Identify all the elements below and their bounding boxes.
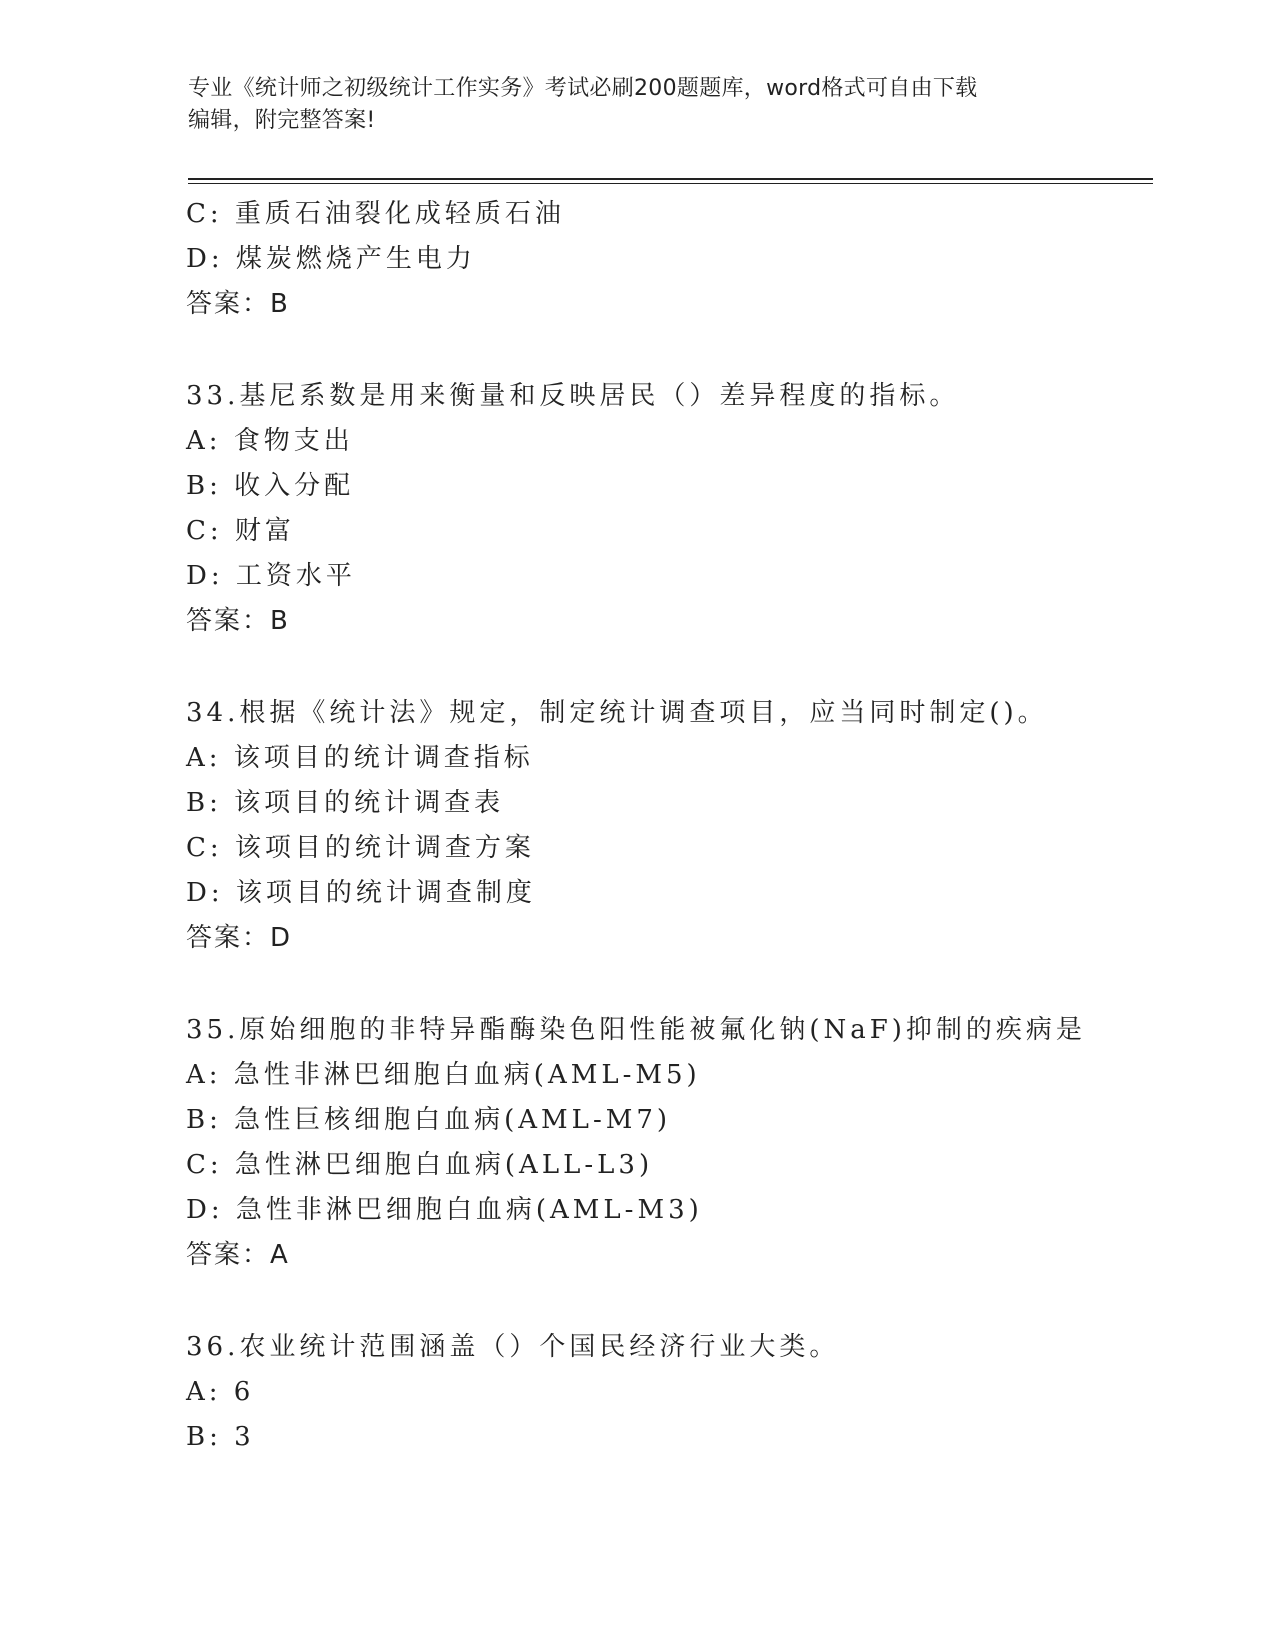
- answer-line: 答案：B: [186, 606, 290, 636]
- header-line-2: 编辑，附完整答案!: [188, 108, 376, 133]
- option-d: D: 该项目的统计调查制度: [186, 878, 536, 908]
- spacer: [186, 644, 1166, 691]
- header-rule-thick: [188, 178, 1153, 180]
- option-a: A: 食物支出: [186, 426, 354, 456]
- option-c: C: 该项目的统计调查方案: [186, 833, 535, 863]
- option-b: B: 收入分配: [186, 471, 355, 501]
- question-stem: 35.原始细胞的非特异酯酶染色阳性能被氟化钠(NaF)抑制的疾病是: [186, 1015, 1086, 1045]
- question-block-33: [186, 374, 1166, 644]
- spacer: [186, 1278, 1166, 1325]
- question-list: [186, 192, 1166, 1460]
- answer-line: 答案：A: [186, 1240, 290, 1270]
- option-b: B: 3: [186, 1422, 255, 1452]
- question-block-32: [186, 192, 1166, 327]
- answer-line: 答案：B: [186, 289, 290, 319]
- option-c: C: 急性淋巴细胞白血病(ALL-L3): [186, 1150, 654, 1180]
- question-block-35: [186, 1008, 1166, 1278]
- option-d: D: 急性非淋巴细胞白血病(AML-M3): [186, 1195, 703, 1225]
- option-c: C: 财富: [186, 516, 295, 546]
- option-d: D: 煤炭燃烧产生电力: [186, 244, 476, 274]
- option-b: B: 该项目的统计调查表: [186, 788, 505, 818]
- header-rule-thin: [188, 183, 1153, 184]
- question-stem: 34.根据《统计法》规定，制定统计调查项目，应当同时制定()。: [186, 698, 1048, 728]
- spacer: [186, 327, 1166, 374]
- question-block-36: [186, 1325, 1166, 1460]
- question-block-34: [186, 691, 1166, 961]
- question-stem: 36.农业统计范围涵盖（）个国民经济行业大类。: [186, 1332, 840, 1362]
- option-a: A: 6: [186, 1377, 255, 1407]
- spacer: [186, 961, 1166, 1008]
- option-a: A: 该项目的统计调查指标: [186, 743, 534, 773]
- header-line-1: 专业《统计师之初级统计工作实务》考试必刷200题题库，word格式可自由下载: [188, 76, 978, 101]
- document-header: [188, 73, 1068, 137]
- question-stem: 33.基尼系数是用来衡量和反映居民（）差异程度的指标。: [186, 381, 960, 411]
- option-b: B: 急性巨核细胞白血病(AML-M7): [186, 1105, 672, 1135]
- answer-line: 答案：D: [186, 923, 293, 953]
- option-d: D: 工资水平: [186, 561, 356, 591]
- option-c: C: 重质石油裂化成轻质石油: [186, 199, 565, 229]
- option-a: A: 急性非淋巴细胞白血病(AML-M5): [186, 1060, 701, 1090]
